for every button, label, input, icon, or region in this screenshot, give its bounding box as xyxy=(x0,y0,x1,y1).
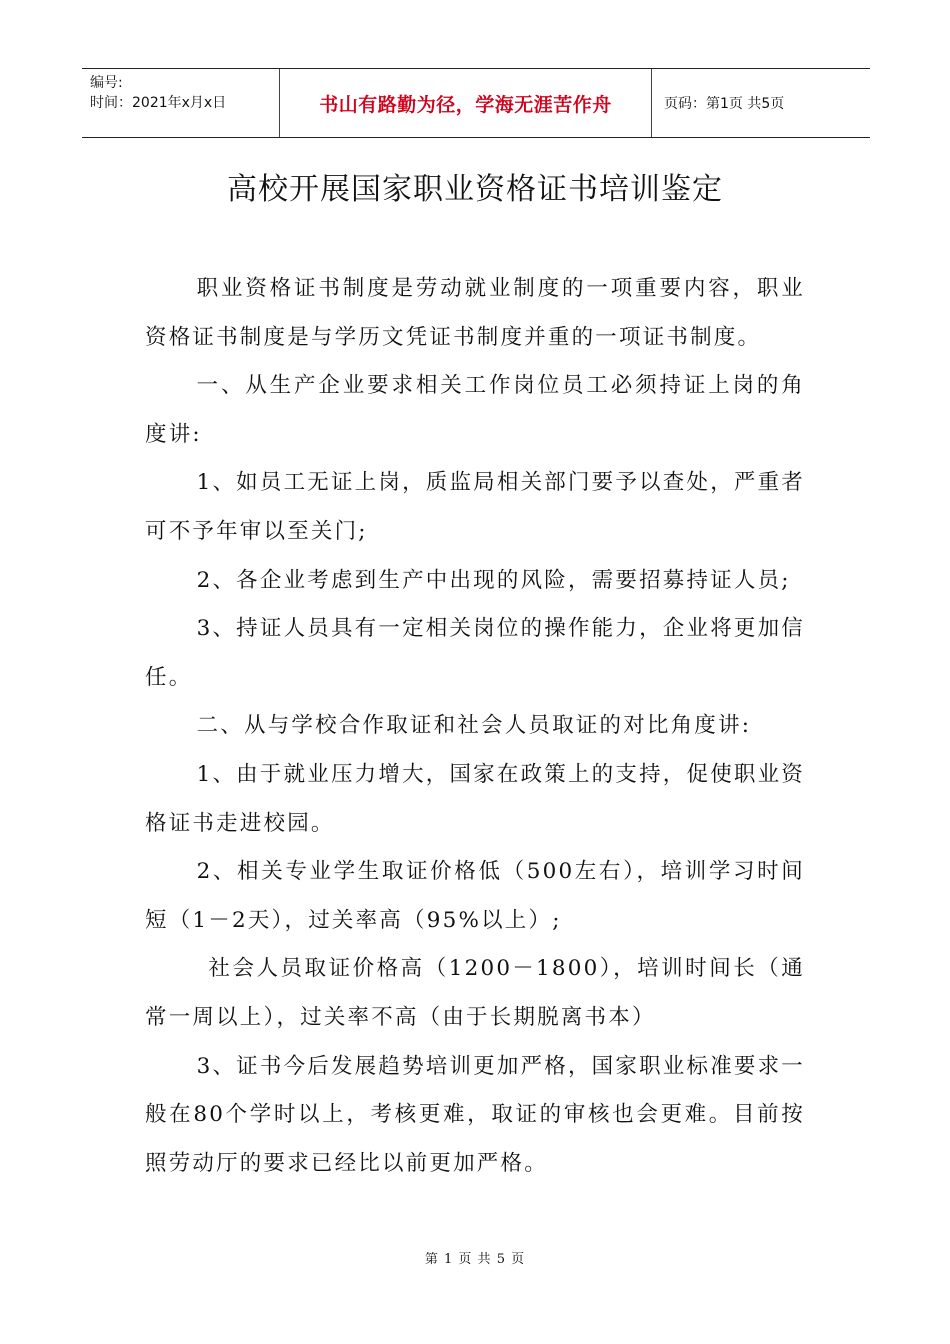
paragraph: 一、从生产企业要求相关工作岗位员工必须持证上岗的角度讲: xyxy=(145,373,805,447)
paragraph: 社会人员取证价格高（1200－1800），培训时间长（通常一周以上），过关率不高（由于长期脱离书本） xyxy=(145,956,805,1030)
time-label: 时间：2021年x月x日 xyxy=(90,95,227,111)
document-body xyxy=(145,265,805,1188)
paragraph: 1、由于就业压力增大，国家在政策上的支持，促使职业资格证书走进校园。 xyxy=(145,761,805,836)
document-header xyxy=(82,68,870,138)
serial-label: 编号: xyxy=(90,75,123,91)
document-title: 高校开展国家职业资格证书培训鉴定 xyxy=(227,172,723,207)
page-footer: 第 1 页 共 5 页 xyxy=(424,1252,526,1267)
paragraph: 职业资格证书制度是劳动就业制度的一项重要内容，职业资格证书制度是与学历文凭证书制度并重的一项证书制度。 xyxy=(145,276,805,350)
paragraph: 3、持证人员具有一定相关岗位的操作能力，企业将更加信任。 xyxy=(145,616,805,690)
header-page-code: 页码：第1页 共5页 xyxy=(664,96,785,112)
paragraph: 1、如员工无证上岗，质监局相关部门要予以查处，严重者可不予年审以至关门; xyxy=(145,470,805,544)
paragraph: 二、从与学校合作取证和社会人员取证的对比角度讲: xyxy=(196,713,752,739)
paragraph: 3、证书今后发展趋势培训更加严格，国家职业标准要求一般在80个学时以上，考核更难，取证的审核也会更难。目前按照劳动厅的要求已经比以前更加严格。 xyxy=(145,1053,805,1176)
paragraph: 2、相关专业学生取证价格低（500左右），培训学习时间短（1－2天），过关率高（95%以上）; xyxy=(145,859,805,933)
header-motto: 书山有路勤为径，学海无涯苦作舟 xyxy=(280,69,652,137)
paragraph: 2、各企业考虑到生产中出现的风险，需要招募持证人员; xyxy=(196,567,791,593)
header-meta xyxy=(82,69,280,137)
